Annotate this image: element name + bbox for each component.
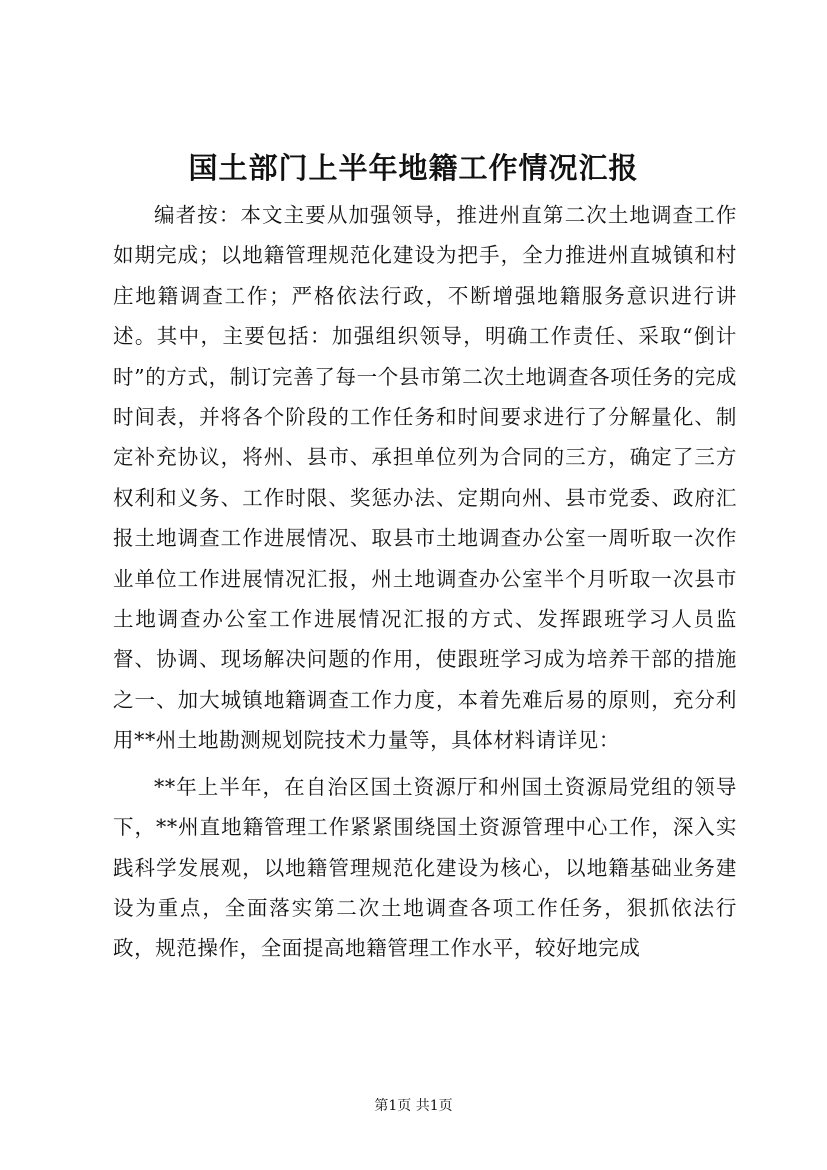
page-number-label: 第1页 共1页 xyxy=(374,1098,453,1114)
editor-note-paragraph: 编者按：本文主要从加强领导，推进州直第二次土地调查工作如期完成；以地籍管理规范化建设为把手，全力推进州直城镇和村庄地籍调查工作；严格依法行政，不断增强地籍服务意识进行讲述。其中，主要包括：加强组织领导，明确工作责任、采取“倒计时”的方式，制订完善了每一个县市第二次土地调查各项任务的完成时间表，并将各个阶段的工作任务和时间要求进行了分解量化、制定补充协议，将州、县市、承担单位列为合同的三方，确定了三方权利和义务、工作时限、奖惩办法、定期向州、县市党委、政府汇报土地调查工作进展情况、取县市土地调查办公室一周听取一次作业单位工作进展情况汇报，州土地调查办公室半个月听取一次县市土地调查办公室工作进展情况汇报的方式、发挥跟班学习人员监督、协调、现场解决问题的作用，使跟班学习成为培养干部的措施之一、加大城镇地籍调查工作力度，本着先难后易的原则，充分利用**州土地勘测规划院技术力量等，具体材料请详见： xyxy=(113,203,737,753)
document-body xyxy=(113,195,737,969)
document-title: 国土部门上半年地籍工作情况汇报 xyxy=(188,151,639,185)
body-paragraph: **年上半年，在自治区国土资源厅和州国土资源局党组的领导下，**州直地籍管理工作紧紧围绕国土资源管理中心工作，深入实践科学发展观，以地籍管理规范化建设为核心，以地籍基础业务建设为重点，全面落实第二次土地调查各项工作任务，狠抓依法行政，规范操作，全面提高地籍管理工作水平，较好地完成 xyxy=(113,774,737,961)
page-footer xyxy=(0,1096,827,1116)
